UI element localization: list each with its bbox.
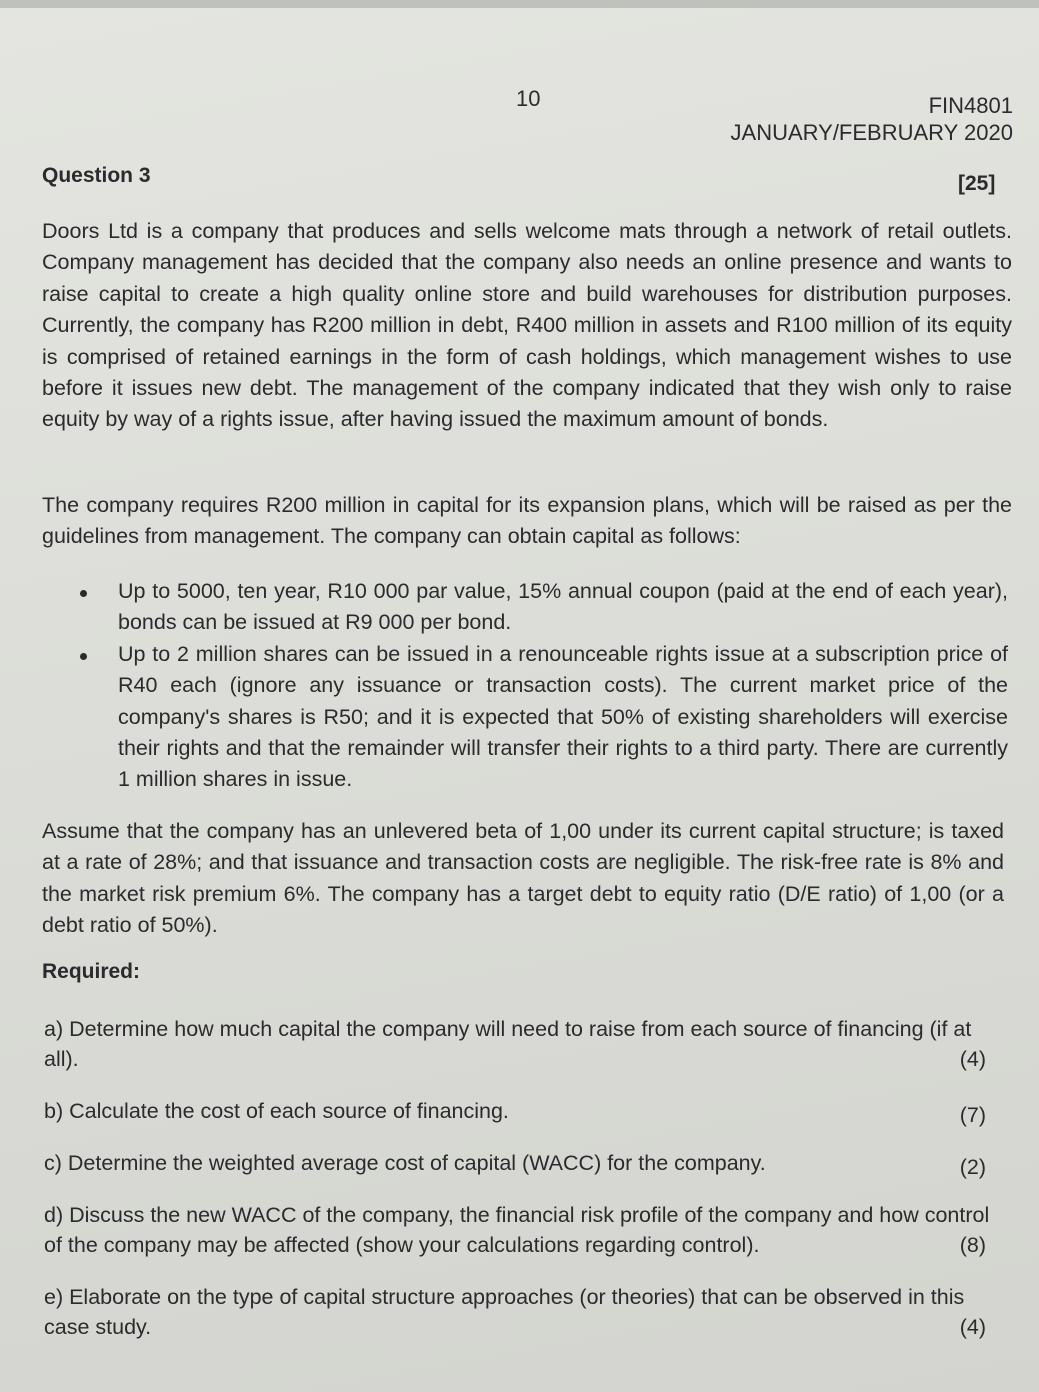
assumptions-paragraph: Assume that the company has an unlevered beta of 1,00 under its current capital structure; is taxed at a rate of 28%; and that issuance and transaction costs are negligible. The risk-free rate is 8% and the market risk premium 6%. The company has a target debt to equity ratio (D/E ratio) of 1,00 (or a debt ratio of 50%). bbox=[42, 819, 1004, 938]
required-item-b bbox=[44, 1096, 1000, 1126]
list-item bbox=[80, 639, 1008, 796]
required-item-marks: (8) bbox=[959, 1233, 986, 1257]
required-item-text: c) Determine the weighted average cost of capital (WACC) for the company. bbox=[44, 1151, 766, 1175]
required-item-text: a) Determine how much capital the company will need to raise from each source of financing (if at all). bbox=[44, 1017, 972, 1071]
course-code: FIN4801 bbox=[928, 93, 1013, 118]
required-item-marks: (4) bbox=[959, 1047, 986, 1071]
required-heading: Required: bbox=[42, 960, 141, 983]
required-item-a bbox=[44, 1014, 1000, 1074]
required-item-text: e) Elaborate on the type of capital structure approaches (or theories) that can be observed in this case study. bbox=[44, 1285, 965, 1339]
exam-session: JANUARY/FEBRUARY 2020 bbox=[730, 120, 1013, 145]
bullet-icon bbox=[80, 653, 87, 660]
required-item-text: b) Calculate the cost of each source of financing. bbox=[44, 1099, 509, 1123]
bullet-icon bbox=[80, 590, 87, 597]
page-number: 10 bbox=[516, 86, 541, 111]
intro-paragraph: Doors Ltd is a company that produces and sells welcome mats through a network of retail outlets. Company management has decided that the company also needs an online presence and wants to raise capital to create a high quality online store and build warehouses for distribution purposes. Currently, the company has R200 million in debt, R400 million in assets and R100 million of its equity is comprised of retained earnings in the form of cash holdings, which management wishes to use before it issues new debt. The management of the company indicated that they wish only to raise equity by way of a rights issue, after having issued the maximum amount of bonds. bbox=[42, 219, 1012, 432]
required-item-c bbox=[44, 1148, 1000, 1178]
required-item-marks: (4) bbox=[959, 1315, 986, 1339]
required-item-marks: (2) bbox=[959, 1155, 986, 1179]
financing-options-list bbox=[80, 576, 1008, 796]
required-item-e bbox=[44, 1282, 1000, 1342]
question-marks: [25] bbox=[958, 172, 996, 195]
rights-issue-option-text: Up to 2 million shares can be issued in a renounceable rights issue at a subscription price of R40 each (ignore any issuance or transaction costs). The current market price of the company's shares is R50; and it is expected that 50% of existing shareholders will exercise their rights and that the remainder will transfer their rights to a third party. There are currently 1 million shares in issue. bbox=[118, 641, 1008, 792]
bond-option-text: Up to 5000, ten year, R10 000 par value, 15% annual coupon (paid at the end of each year), bonds can be issued at R9 000 per bond. bbox=[118, 579, 1008, 635]
list-item bbox=[80, 576, 1008, 639]
capital-paragraph: The company requires R200 million in capital for its expansion plans, which will be raised as per the guidelines from management. The company can obtain capital as follows: bbox=[42, 493, 1012, 549]
required-item-text: d) Discuss the new WACC of the company, the financial risk profile of the company and how control of the company may be affected (show your calculations regarding control). bbox=[44, 1203, 990, 1257]
required-item-marks: (7) bbox=[959, 1103, 986, 1127]
required-item-d bbox=[44, 1200, 1000, 1260]
question-title: Question 3 bbox=[42, 164, 151, 187]
exam-header bbox=[731, 92, 1013, 146]
screen-edge bbox=[0, 0, 1039, 8]
